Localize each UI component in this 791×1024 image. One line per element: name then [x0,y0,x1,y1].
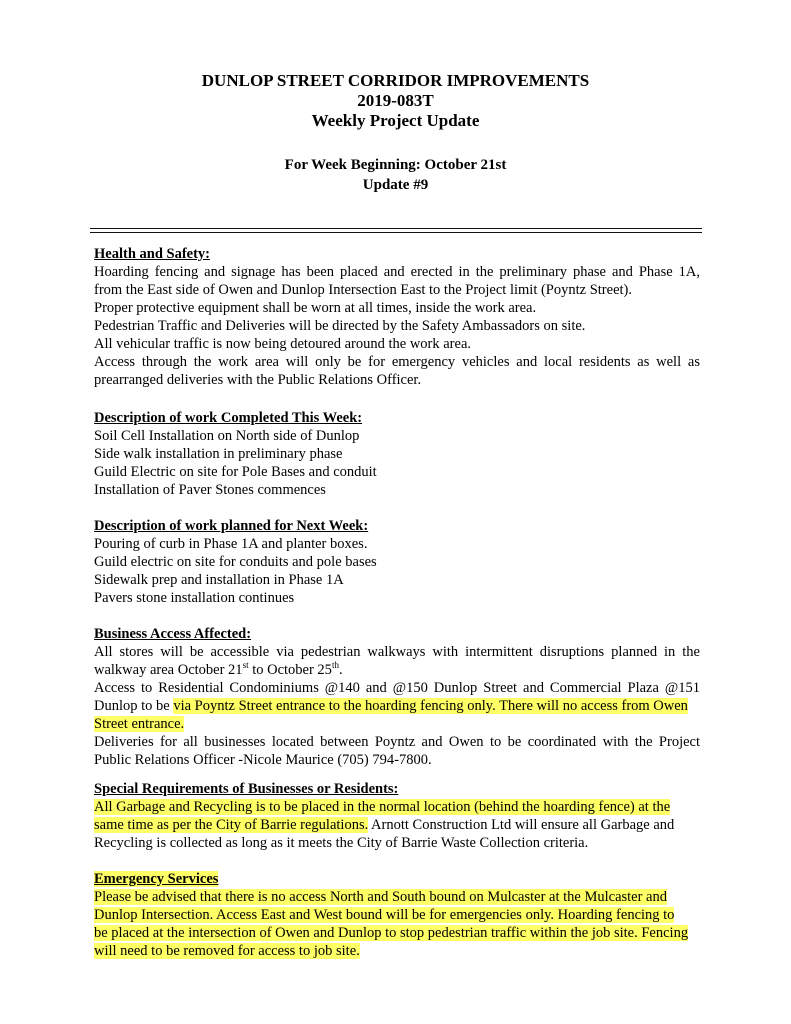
completed-work-section [94,409,700,499]
paragraph-line: Recycling is collected as long as it meets the City of Barrie Waste Collection criteria. [94,835,589,851]
paragraph-line: Proper protective equipment shall be worn at all times, inside the work area. [94,300,537,316]
paragraph-line: from the East side of Owen and Dunlop Intersection East to the Project limit (Poyntz Street). [94,282,632,298]
section-heading: Emergency Services [94,871,219,887]
plain-text: Arnott Construction Ltd will ensure all Garbage and [368,817,675,833]
paragraph-line: Deliveries for all businesses located between Poyntz and Owen to be coordinated with the Project [94,734,700,750]
emergency-services-section [94,870,700,960]
ordinal-suffix: th [331,660,339,671]
paragraph-line [94,942,700,960]
paragraph-line [94,924,700,942]
paragraph-line: Access through the work area will only be for emergency vehicles and local residents as well as [94,354,700,370]
divider-top [90,228,702,229]
section-heading: Special Requirements of Businesses or Residents: [94,781,399,797]
divider-bottom [90,232,702,233]
section-heading: Description of work Completed This Week: [94,410,363,426]
section-heading: Business Access Affected: [94,626,252,642]
paragraph-line: prearranged deliveries with the Public Relations Officer. [94,372,422,388]
update-line: Update #9 [362,177,429,193]
document-title: DUNLOP STREET CORRIDOR IMPROVEMENTS [201,71,590,90]
paragraph-line: All stores will be accessible via pedestrian walkways with intermittent disruptions planned in the [94,644,700,660]
health-safety-section [94,245,700,389]
business-access-section [94,625,700,769]
paragraph-line: Access to Residential Condominiums @140 and @150 Dunlop Street and Commercial Plaza @151 [94,680,700,696]
section-heading-row [94,870,700,888]
document-subtitle: Weekly Project Update [311,111,480,130]
list-item: Pavers stone installation continues [94,590,295,606]
paragraph-line [94,906,700,924]
paragraph-line: Public Relations Officer -Nicole Maurice (705) 794-7800. [94,752,432,768]
highlighted-text: Please be advised that there is no access North and South bound on Mulcaster at the Mulcaster and [94,889,667,905]
list-item: Guild Electric on site for Pole Bases and conduit [94,464,377,480]
highlighted-text: Street entrance. [94,716,185,732]
highlighted-text: Dunlop Intersection. Access East and West bound will be for emergencies only. Hoarding fencing to [94,907,675,923]
ordinal-suffix: st [242,660,249,671]
week-line: For Week Beginning: October 21st [284,157,507,173]
special-requirements-section [94,780,700,852]
paragraph-line [94,798,700,816]
highlighted-text: will need to be removed for access to job site. [94,943,360,959]
plain-text: Dunlop to be [94,698,174,714]
highlighted-text: All Garbage and Recycling is to be placed in the normal location (behind the hoarding fence) at the [94,799,671,815]
list-item: Side walk installation in preliminary phase [94,446,343,462]
paragraph-line: Pedestrian Traffic and Deliveries will be directed by the Safety Ambassadors on site. [94,318,586,334]
paragraph-line: All vehicular traffic is now being detoured around the work area. [94,336,471,352]
highlighted-text: same time as per the City of Barrie regulations. [94,817,369,833]
section-heading: Description of work planned for Next Week: [94,518,369,534]
paragraph-line [94,697,700,715]
paragraph-line: Hoarding fencing and signage has been placed and erected in the preliminary phase and Phase 1A, [94,264,700,280]
list-item: Pouring of curb in Phase 1A and planter boxes. [94,536,368,552]
highlighted-text: be placed at the intersection of Owen and Dunlop to stop pedestrian traffic within the job site. Fencing [94,925,689,941]
section-heading: Health and Safety: [94,246,210,262]
highlighted-text: via Poyntz Street entrance to the hoarding fencing only. There will no access from Owen [173,698,688,714]
list-item: Sidewalk prep and installation in Phase 1A [94,572,344,588]
list-item: Guild electric on site for conduits and pole bases [94,554,377,570]
project-number: 2019-083T [357,91,434,110]
list-item: Installation of Paver Stones commences [94,482,326,498]
title-block [0,71,791,131]
list-item: Soil Cell Installation on North side of Dunlop [94,428,360,444]
paragraph-line [94,715,700,733]
date-range-text: walkway area October 21 [94,662,243,678]
paragraph-line [94,661,700,679]
paragraph-line [94,888,700,906]
planned-work-section [94,517,700,607]
period: . [338,662,343,678]
week-info [0,155,791,195]
paragraph-line [94,816,700,834]
date-range-text: to October 25 [248,662,332,678]
